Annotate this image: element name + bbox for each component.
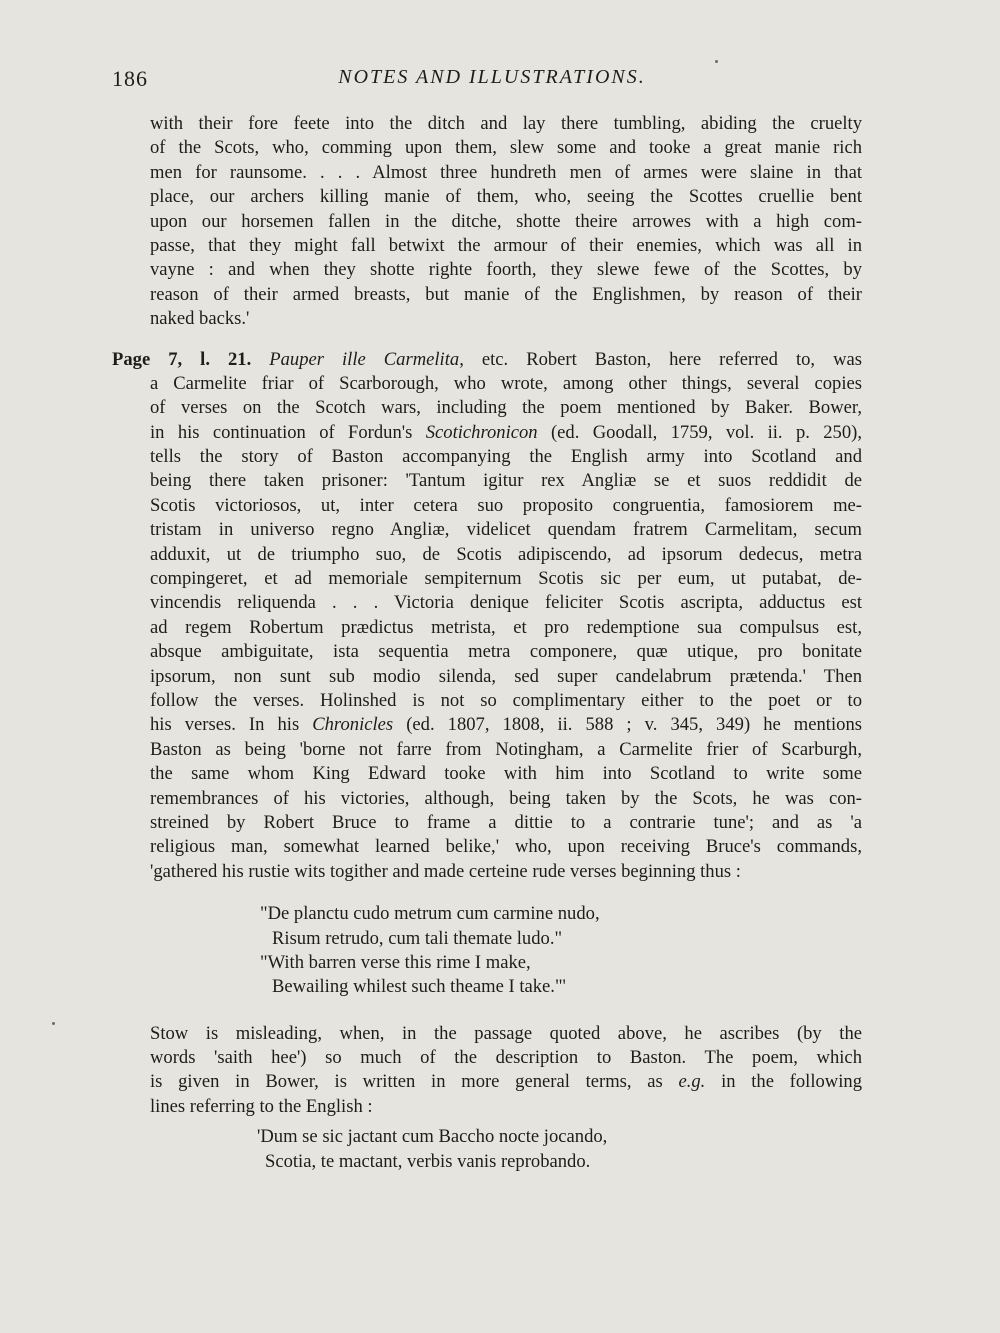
text-line: a Carmelite friar of Scarborough, who wrote, among other things, several copies [150, 372, 862, 394]
text-run: in the following [705, 1071, 862, 1093]
verse-line: "De planctu cudo metrum cum carmine nudo, [260, 903, 600, 925]
text-line: place, our archers killing manie of them, who, seeing the Scottes cruellie bent [150, 186, 862, 208]
text-line: remembrances of his victories, although, being taken by the Scots, he was con- [150, 787, 862, 809]
text-line: ad regem Robertum prædictus metrista, et pro redemptione sua compulsus est, [150, 616, 862, 638]
text-line: upon our horsemen fallen in the ditche, shotte theire arrowes with a high com- [150, 210, 862, 232]
text-line: of the Scots, who, comming upon them, slew some and tooke a great manie rich [150, 137, 862, 159]
text-run: his verses. In his [150, 714, 313, 736]
text-line: of verses on the Scotch wars, including the poem mentioned by Baker. Bower, [150, 397, 862, 419]
text-line: with their fore feete into the ditch and lay there tumbling, abiding the cruelty [150, 113, 862, 134]
text-run: in his continuation of Fordun's [150, 421, 426, 443]
note-first-line [112, 348, 862, 372]
verse-line: Bewailing whilest such theame I take."' [272, 976, 566, 998]
text-line: tristam in universo regno Angliæ, videlicet quendam fratrem Carmelitam, secum [150, 519, 862, 541]
quoted-passage [150, 112, 862, 332]
text-line: streined by Robert Bruce to frame a dittie to a contrarie tune'; and as 'a [150, 811, 862, 833]
text-line: Stow is misleading, when, in the passage quoted above, he ascribes (by the [150, 1022, 862, 1044]
text-line: tells the story of Baston accompanying the English army into Scotland and [150, 446, 862, 468]
text-line: naked backs.' [150, 308, 250, 330]
running-head: NOTES AND ILLUSTRATIONS. [338, 66, 646, 88]
text-line [150, 713, 862, 737]
text-line: vayne : and when they shotte righte foorth, they slewe fewe of the Scottes, by [150, 259, 862, 281]
lemma: Pauper ille Carmelita, [269, 348, 464, 370]
text-line: vincendis reliquenda . . . Victoria denique feliciter Scotis ascripta, adductus est [150, 592, 862, 614]
text-line: religious man, somewhat learned belike,' who, upon receiving Bruce's commands, [150, 836, 862, 858]
text-line: ipsorum, non sunt sub modio silenda, sed super candelabrum prætenda.' Then [150, 665, 862, 687]
verse-line: Risum retrudo, cum tali themate ludo." [272, 927, 563, 949]
text-line: absque ambiguitate, ista sequentia metra componere, quæ utique, pro bonitate [150, 641, 862, 663]
verse-line: "With barren verse this rime I make, [260, 951, 531, 973]
text-line [150, 421, 862, 445]
page-body [112, 112, 863, 1174]
paper-speck [52, 1022, 55, 1025]
verse-block [150, 902, 862, 1000]
text-line: words 'saith hee') so much of the description to Baston. The poem, which [150, 1047, 862, 1069]
book-title: Chronicles [312, 714, 394, 736]
text-line: men for raunsome. . . . Almost three hundreth men of armes were slaine in that [150, 161, 862, 183]
abbreviation: e.g. [678, 1071, 706, 1093]
stow-paragraph [150, 1022, 862, 1120]
page-reference: Page 7, l. 21. [112, 348, 252, 370]
verse-line: 'Dum se sic jactant cum Baccho nocte jocando, [257, 1126, 608, 1148]
text-line: Baston as being 'borne not farre from Notingham, a Carmelite frier of Scarburgh, [150, 738, 862, 760]
text-line: lines referring to the English : [150, 1095, 373, 1117]
verse-line: Scotia, te mactant, verbis vanis reprobando. [265, 1150, 591, 1172]
text-line: Scotis victoriosos, ut, inter cetera suo proposito congruentia, famosiorem me- [150, 494, 862, 516]
book-title: Scotichronicon [425, 421, 538, 443]
text-line: the same whom King Edward tooke with him into Scotland to write some [150, 763, 862, 785]
text-run: is given in Bower, is written in more general terms, as [150, 1071, 679, 1093]
text-line: reason of their armed breasts, but manie of the Englishmen, by reason of their [150, 283, 862, 305]
page-number: 186 [112, 66, 148, 91]
note-paragraph [112, 348, 863, 885]
verse-block [150, 1125, 862, 1174]
text-line [150, 1070, 862, 1094]
text-line: adduxit, ut de triumpho suo, de Scotis adipiscendo, ad ipsorum dedecus, metra [150, 543, 862, 565]
text-line: passe, that they might fall betwixt the armour of their enemies, which was all in [150, 234, 862, 256]
text-run: (ed. Goodall, 1759, vol. ii. p. 250), [537, 421, 862, 443]
text-run: (ed. 1807, 1808, ii. 588 ; v. 345, 349) he mentions [393, 714, 862, 736]
text-run: etc. Robert Baston, here referred to, was [463, 348, 863, 370]
text-line: compingeret, et ad memoriale sempiternum Scotis sic per eum, ut putabat, de- [150, 568, 862, 590]
page-header [112, 66, 872, 96]
text-line: being there taken prisoner: 'Tantum igitur rex Angliæ se et suos reddidit de [150, 470, 862, 492]
paper-speck [715, 60, 718, 63]
text-line: 'gathered his rustie wits togither and made certeine rude verses beginning thus : [150, 860, 741, 882]
text-line: follow the verses. Holinshed is not so complimentary either to the poet or to [150, 689, 862, 711]
